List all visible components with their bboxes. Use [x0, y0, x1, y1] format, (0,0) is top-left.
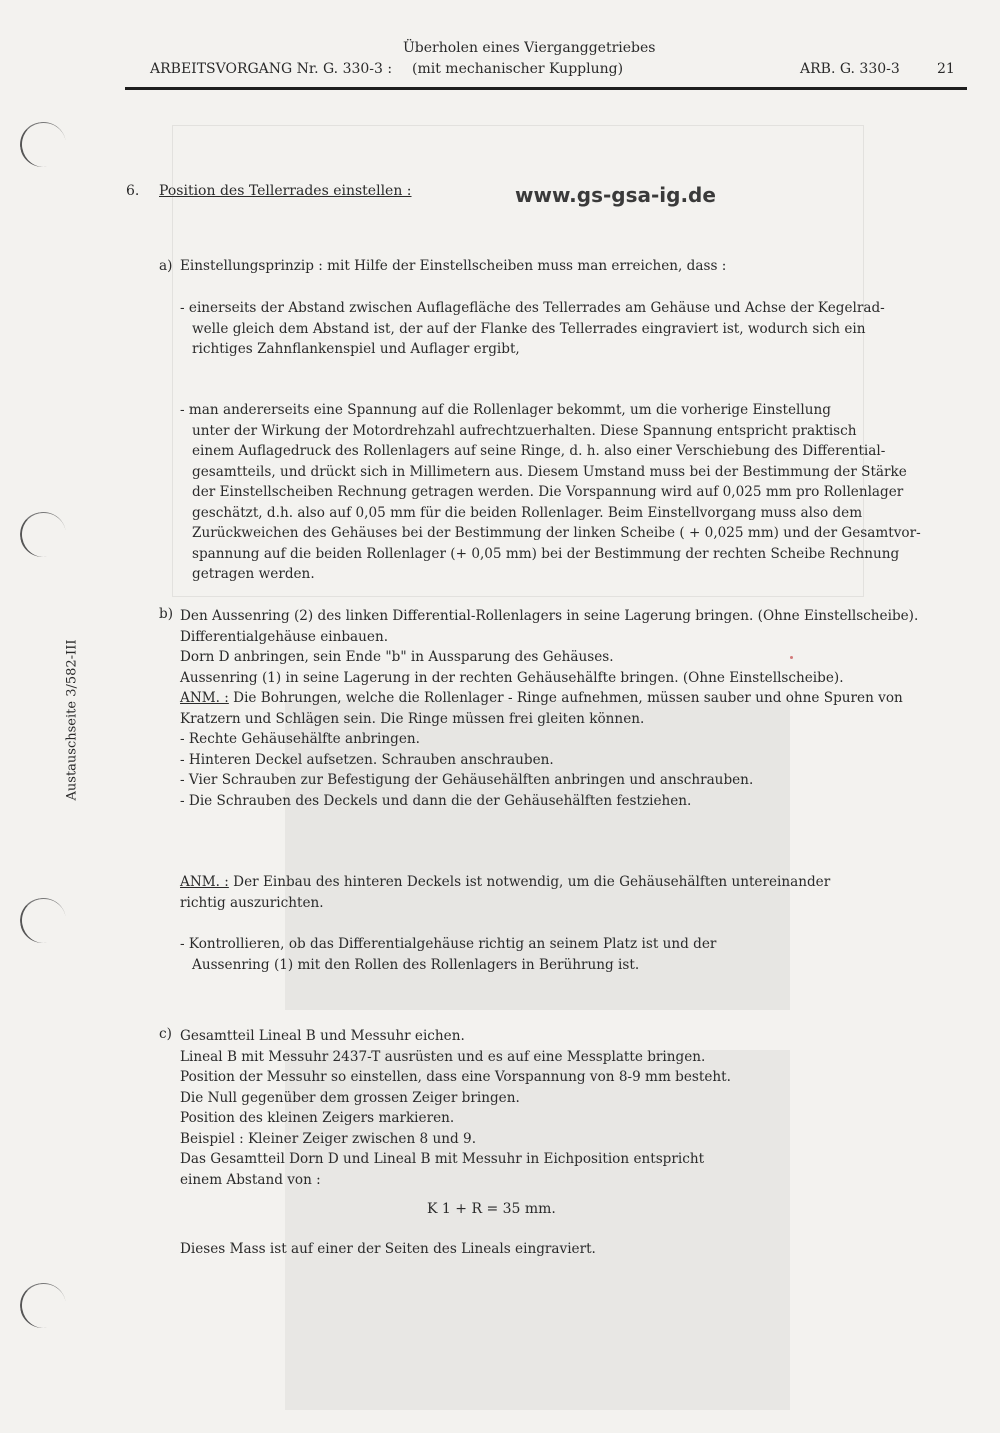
c-block	[180, 1026, 731, 1190]
text-line: Zurückweichen des Gehäuses bei der Bestimmung der linken Scheibe ( + 0,025 mm) und der Gesamtvor-	[192, 525, 921, 541]
text-line: - Hinteren Deckel aufsetzen. Schrauben anschrauben.	[180, 751, 554, 768]
text-line: unter der Wirkung der Motordrehzahl aufrechtzuerhalten. Diese Spannung entspricht praktisch	[192, 422, 857, 439]
text-line: - Kontrollieren, ob das Differentialgehäuse richtig an seinem Platz ist und der	[180, 936, 717, 952]
header-rule	[125, 87, 967, 90]
stray-mark	[790, 656, 793, 659]
section-title: Position des Tellerrades einstellen :	[159, 183, 412, 199]
text-line: gesamtteils, und drückt sich in Millimetern aus. Diesem Umstand muss bei der Bestimmung der Stärke	[192, 463, 907, 480]
a-bullet-2	[180, 400, 921, 585]
anm-line	[180, 872, 830, 893]
text-line: - Vier Schrauben zur Befestigung der Gehäusehälften anbringen und anschrauben.	[180, 772, 754, 788]
text-line: Dorn D anbringen, sein Ende "b" in Aussparung des Gehäuses.	[180, 649, 614, 665]
text-line: - Die Schrauben des Deckels und dann die der Gehäusehälften festziehen.	[180, 792, 692, 809]
text-line: Der Einbau des hinteren Deckels ist notwendig, um die Gehäusehälften untereinander	[228, 874, 831, 890]
text-line: - man andererseits eine Spannung auf die Rollenlager bekommt, um die vorherige Einstellung	[180, 402, 831, 418]
label-a: a)	[159, 258, 173, 274]
text-line: einem Abstand von :	[180, 1171, 321, 1188]
label-b: b)	[159, 606, 174, 622]
text-line: Differentialgehäuse einbauen.	[180, 628, 389, 645]
c-closing: Dieses Mass ist auf einer der Seiten des Lineals eingraviert.	[180, 1241, 596, 1257]
text-line: Beispiel : Kleiner Zeiger zwischen 8 und 9.	[180, 1130, 477, 1147]
text-line: Die Bohrungen, welche die Rollenlager - Ringe aufnehmen, müssen sauber und ohne Spuren von	[228, 690, 903, 706]
text-line: Gesamtteil Lineal B und Messuhr eichen.	[180, 1028, 465, 1044]
binder-hole-3	[16, 894, 69, 946]
text-line: Aussenring (1) in seine Lagerung in der rechten Gehäusehälfte bringen. (Ohne Einstellscheibe).	[180, 669, 844, 686]
header-center-line1: Überholen eines Vierganggetriebes	[403, 40, 656, 56]
text-line: richtig auszurichten.	[180, 894, 324, 911]
binder-hole-2	[16, 508, 69, 560]
text-line: Kratzern und Schlägen sein. Die Ringe müssen frei gleiten können.	[180, 710, 645, 727]
section-number: 6.	[126, 183, 140, 199]
binder-hole-4	[16, 1279, 69, 1331]
side-text: Austauschseite 3/582-III	[64, 639, 80, 801]
text-line: Die Null gegenüber dem grossen Zeiger bringen.	[180, 1089, 520, 1106]
text-line: Das Gesamtteil Dorn D und Lineal B mit Messuhr in Eichposition entspricht	[180, 1151, 705, 1167]
header-left: ARBEITSVORGANG Nr. G. 330-3 :	[150, 61, 393, 77]
text-line: der Einstellscheiben Rechnung getragen werden. Die Vorspannung wird auf 0,025 mm pro Rollenlager	[192, 484, 904, 500]
text-line: welle gleich dem Abstand ist, der auf der Flanke des Tellerrades eingraviert ist, wodurch sich ein	[192, 320, 866, 337]
header-center-line2: (mit mechanischer Kupplung)	[412, 61, 624, 77]
text-line: spannung auf die beiden Rollenlager (+ 0,05 mm) bei der Bestimmung der rechten Scheibe Rechnung	[192, 545, 900, 562]
text-line: Den Aussenring (2) des linken Differential-Rollenlagers in seine Lagerung bringen. (Ohne Einstellscheibe).	[180, 608, 919, 624]
anm-line	[180, 688, 918, 709]
text-line: Position der Messuhr so einstellen, dass eine Vorspannung von 8-9 mm besteht.	[180, 1069, 731, 1085]
text-line: geschätzt, d.h. also auf 0,05 mm für die beiden Rollenlager. Beim Einstellvorgang muss also dem	[192, 504, 863, 521]
text-line: Aussenring (1) mit den Rollen des Rollenlagers in Berührung ist.	[192, 956, 640, 973]
formula: K 1 + R = 35 mm.	[427, 1201, 556, 1217]
text-line: - einerseits der Abstand zwischen Auflagefläche des Tellerrades am Gehäuse und Achse der Kegelrad-	[180, 300, 885, 316]
anm-label: ANM. :	[180, 690, 229, 706]
header-right: ARB. G. 330-3	[800, 61, 900, 77]
text-line: Position des kleinen Zeigers markieren.	[180, 1110, 455, 1126]
text-line: richtiges Zahnflankenspiel und Auflager ergibt,	[192, 341, 520, 357]
a-bullet-1	[180, 298, 885, 360]
text-line: getragen werden.	[192, 566, 315, 582]
text-line: - Rechte Gehäusehälfte anbringen.	[180, 731, 420, 747]
a-intro: Einstellungsprinzip : mit Hilfe der Einstellscheiben muss man erreichen, dass :	[180, 258, 727, 274]
label-c: c)	[159, 1026, 172, 1042]
anm-label: ANM. :	[180, 874, 229, 890]
binder-hole-1	[16, 118, 69, 170]
b-check	[180, 934, 716, 975]
b-anm2	[180, 872, 830, 913]
watermark-url: www.gs-gsa-ig.de	[515, 183, 716, 207]
text-line: Lineal B mit Messuhr 2437-T ausrüsten und es auf eine Messplatte bringen.	[180, 1048, 706, 1065]
text-line: einem Auflagedruck des Rollenlagers auf seine Ringe, d. h. also einer Verschiebung des Differential-	[192, 443, 886, 459]
b-block	[180, 606, 918, 811]
page-number: 21	[937, 61, 955, 77]
